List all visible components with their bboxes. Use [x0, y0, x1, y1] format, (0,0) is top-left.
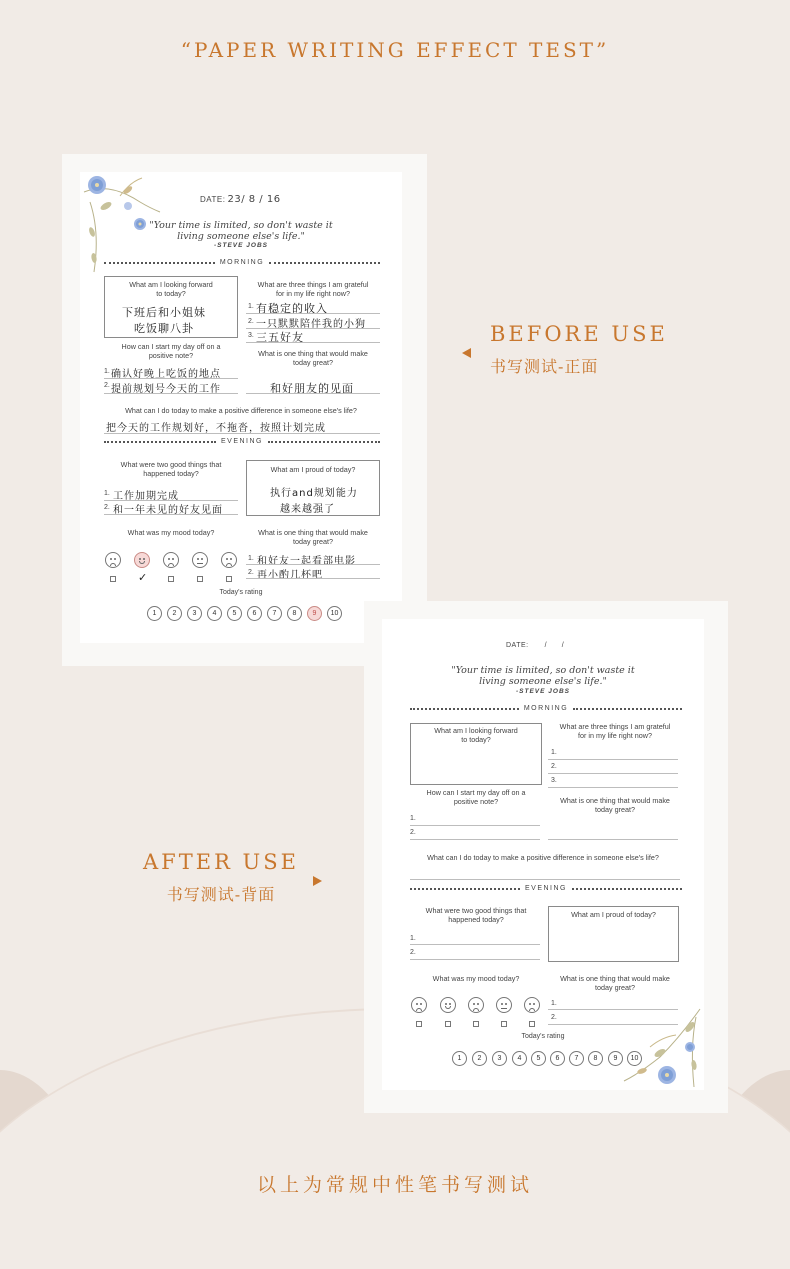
question-forward: What am I looking forward to today? [129, 280, 213, 298]
question-difference: What can I do today to make a positive difference in someone else's life? [427, 853, 659, 862]
question-great: What is one thing that would make today great? [560, 796, 670, 814]
answer-great2-1: 和好友一起看部电影 [257, 556, 356, 567]
answer-proud-2: 越来越强了 [280, 504, 335, 515]
rating-7[interactable]: 7 [569, 1051, 584, 1066]
num-1: 1. [551, 749, 557, 756]
back-sheet [382, 619, 704, 1090]
rating-9[interactable]: 9 [608, 1051, 623, 1066]
date-field: DATE: 23/ 8 / 16 [200, 194, 281, 205]
page-headline: “PAPER WRITING EFFECT TEST” [180, 38, 610, 62]
rating-2[interactable]: 2 [472, 1051, 487, 1066]
answer-start-1: 确认好晚上吃饭的地点 [111, 369, 221, 380]
question-great: What is one thing that would make today great? [258, 349, 368, 367]
answer-grateful-2: 一只默默陪伴我的小狗 [256, 319, 366, 330]
line [410, 879, 680, 880]
morning-divider: MORNING [104, 258, 380, 267]
bottom-caption: 以上为常规中性笔书写测试 [256, 1174, 533, 1196]
rating-2[interactable]: 2 [167, 606, 182, 621]
morning-divider: MORNING [410, 704, 682, 713]
line [104, 378, 238, 379]
answer-great2-2: 再小酌几杯吧 [257, 570, 323, 581]
rating-4[interactable]: 4 [512, 1051, 527, 1066]
num-2: 2. [104, 504, 110, 511]
rating-10[interactable]: 10 [627, 1051, 642, 1066]
num-2: 2. [410, 829, 416, 836]
rating-3[interactable]: 3 [492, 1051, 507, 1066]
answer-difference: 把今天的工作规划好，不拖沓，按照计划完成 [106, 423, 326, 434]
rating-6[interactable]: 6 [247, 606, 262, 621]
num-1: 1. [551, 1000, 557, 1007]
rating-label: Today's rating [521, 1033, 565, 1040]
evening-divider: EVENING [104, 437, 380, 446]
quote: "Your time is limited, so don't waste it living someone else's life." [149, 220, 333, 242]
rating-label: Today's rating [219, 589, 263, 596]
rating-8[interactable]: 8 [287, 606, 302, 621]
rating-9[interactable]: 9 [307, 606, 322, 621]
line [410, 825, 540, 826]
date-value: 23/ 8 / 16 [227, 194, 281, 205]
line [548, 839, 678, 840]
line [548, 787, 678, 788]
mood-checkbox-5[interactable] [529, 1021, 535, 1027]
evening-divider: EVENING [410, 884, 682, 893]
rating-8[interactable]: 8 [588, 1051, 603, 1066]
date-value: / / [544, 642, 565, 649]
line [104, 433, 380, 434]
mood-face-2[interactable] [440, 997, 456, 1013]
quote-author: -STEVE JOBS [214, 242, 268, 249]
line [246, 578, 380, 579]
mood-face-3[interactable] [163, 552, 179, 568]
num-1: 1. [104, 490, 110, 497]
line [104, 514, 238, 515]
question-proud: What am I proud of today? [571, 910, 656, 919]
num-1: 1. [248, 555, 254, 562]
answer-forward-1: 下班后和小姐妹 [122, 306, 206, 319]
before-use-label: BEFORE USE 书写测试-正面 [490, 322, 668, 376]
num-3: 3. [551, 777, 557, 784]
date-field: DATE: / / [506, 642, 565, 649]
mood-checkbox-1[interactable] [110, 576, 116, 582]
question-great-evening: What is one thing that would make today great? [258, 528, 368, 546]
quote-author: -STEVE JOBS [516, 688, 570, 695]
num-1: 1. [248, 303, 254, 310]
rating-5[interactable]: 5 [227, 606, 242, 621]
line [246, 564, 380, 565]
mood-face-4[interactable] [192, 552, 208, 568]
question-mood: What was my mood today? [432, 974, 520, 983]
line [104, 393, 238, 394]
num-2: 2. [551, 1014, 557, 1021]
answer-good-1: 工作加期完成 [113, 491, 179, 502]
mood-checkbox-4[interactable] [501, 1021, 507, 1027]
line [246, 393, 380, 394]
num-1: 1. [104, 368, 110, 375]
answer-great-1: 和好朋友的见面 [270, 382, 354, 395]
after-use-label: AFTER USE 书写测试-背面 [143, 850, 299, 904]
line [548, 759, 678, 760]
num-1: 1. [410, 815, 416, 822]
num-2: 2. [410, 949, 416, 956]
arrow-right-icon [313, 876, 322, 886]
line [246, 313, 380, 314]
mood-face-5[interactable] [221, 552, 237, 568]
question-mood: What was my mood today? [127, 528, 215, 537]
num-3: 3. [248, 332, 254, 339]
line [410, 959, 540, 960]
rating-4[interactable]: 4 [207, 606, 222, 621]
answer-good-2: 和一年未见的好友见面 [113, 505, 223, 516]
mood-checkbox-4[interactable] [197, 576, 203, 582]
answer-proud-1: 执行and规划能力 [270, 488, 358, 499]
mood-checkbox-3[interactable] [473, 1021, 479, 1027]
mood-face-1[interactable] [411, 997, 427, 1013]
rating-5[interactable]: 5 [531, 1051, 546, 1066]
question-grateful: What are three things I am grateful for in my life right now? [257, 280, 369, 298]
mood-checkbox-5[interactable] [226, 576, 232, 582]
mood-face-5[interactable] [524, 997, 540, 1013]
line [410, 839, 540, 840]
front-sheet [80, 172, 402, 643]
question-difference: What can I do today to make a positive difference in someone else's life? [125, 406, 357, 415]
flower-icon [620, 1007, 704, 1090]
rating-6[interactable]: 6 [550, 1051, 565, 1066]
mood-checkbox-3[interactable] [168, 576, 174, 582]
question-start: How can I start my day off on a positive note? [426, 788, 526, 806]
rating-3[interactable]: 3 [187, 606, 202, 621]
mood-face-4[interactable] [496, 997, 512, 1013]
num-2: 2. [104, 382, 110, 389]
answer-forward-2: 吃饭聊八卦 [134, 322, 194, 335]
line [246, 342, 380, 343]
check-mark-icon: ✓ [138, 572, 148, 584]
num-1: 1. [410, 935, 416, 942]
rating-1[interactable]: 1 [147, 606, 162, 621]
question-start: How can I start my day off on a positive note? [121, 342, 221, 360]
mood-face-2[interactable] [134, 552, 150, 568]
question-grateful: What are three things I am grateful for in my life right now? [559, 722, 671, 740]
answer-start-2: 提前规划号今天的工作 [111, 384, 221, 395]
rating-7[interactable]: 7 [267, 606, 282, 621]
mood-checkbox-1[interactable] [416, 1021, 422, 1027]
question-good: What were two good things that happened today? [120, 460, 222, 478]
question-great-evening: What is one thing that would make today great? [560, 974, 670, 992]
mood-checkbox-2[interactable] [445, 1021, 451, 1027]
question-good: What were two good things that happened today? [425, 906, 527, 924]
num-2: 2. [248, 569, 254, 576]
answer-grateful-1: 有稳定的收入 [256, 302, 328, 315]
question-forward: What am I looking forward to today? [434, 726, 518, 744]
line [410, 944, 540, 945]
quote: "Your time is limited, so don't waste it living someone else's life." [451, 665, 635, 687]
question-proud: What am I proud of today? [270, 465, 356, 474]
num-2: 2. [248, 318, 254, 325]
line [548, 773, 678, 774]
answer-grateful-3: 三五好友 [256, 331, 304, 344]
num-2: 2. [551, 763, 557, 770]
rating-1[interactable]: 1 [452, 1051, 467, 1066]
mood-face-1[interactable] [105, 552, 121, 568]
arrow-left-icon [462, 348, 471, 358]
rating-10[interactable]: 10 [327, 606, 342, 621]
mood-face-3[interactable] [468, 997, 484, 1013]
